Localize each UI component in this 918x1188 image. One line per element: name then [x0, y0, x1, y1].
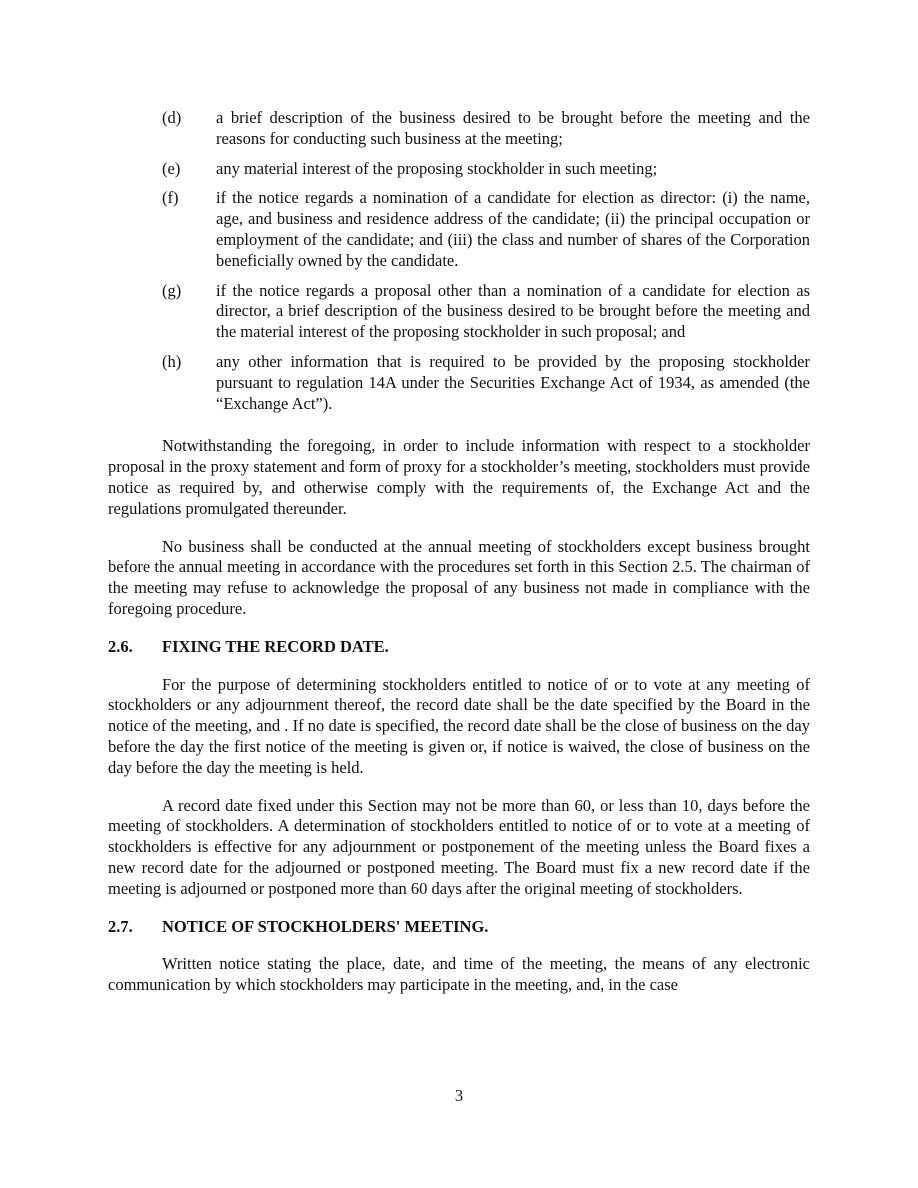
list-item-f	[108, 188, 810, 271]
list-item-g	[108, 281, 810, 343]
list-item-e	[108, 159, 810, 180]
list-item-label: (f)	[162, 188, 179, 208]
list-item-h	[108, 352, 810, 414]
section-title: FIXING THE RECORD DATE.	[162, 636, 389, 656]
section-title: NOTICE OF STOCKHOLDERS' MEETING.	[162, 916, 489, 936]
list-item-d	[108, 108, 810, 150]
paragraph-record-date-limits: A record date fixed under this Section may not be more than 60, or less than 10, days before the meeting of stockholders. A determination of stockholders entitled to notice of or to vote at a meeting of stockholders is effective for any adjournment or postponement of the meeting unless the Board fixes a new record date for the adjourned or postponed meeting. The Board must fix a new record date if the meeting is adjourned or postponed more than 60 days after the original meeting of stockholders.	[108, 795, 810, 898]
list-item-text: any material interest of the proposing stockholder in such meeting;	[216, 158, 658, 178]
list-item-label: (e)	[162, 158, 181, 178]
page-number: 3	[454, 1086, 464, 1105]
document-page	[108, 108, 810, 1013]
paragraph-no-business: No business shall be conducted at the annual meeting of stockholders except business brought before the annual meeting in accordance with the procedures set forth in this Section 2.5. The chairman of the meeting may refuse to acknowledge the proposal of any business not made in compliance with the foregoing procedure.	[108, 536, 810, 618]
paragraph-record-date-purpose: For the purpose of determining stockholders entitled to notice of or to vote at any meeting of stockholders or any adjournment thereof, the record date shall be the date specified by the Board in the notice of the meeting, and . If no date is specified, the record date shall be the close of business on the day before the day the first notice of the meeting is given or, if notice is waived, the close of business on the day before the day the meeting is held.	[108, 674, 810, 777]
list-item-label: (h)	[162, 351, 182, 371]
list-item-text: any other information that is required to be provided by the proposing stockholder pursuant to regulation 14A under the Securities Exchange Act of 1934, as amended (the “Exchange Act”).	[216, 351, 810, 413]
list-item-label: (d)	[162, 108, 182, 127]
list-item-text: a brief description of the business desired to be brought before the meeting and the reasons for conducting such business at the meeting;	[216, 108, 810, 148]
list-item-text: if the notice regards a nomination of a candidate for election as director: (i) the name, age, and business and residence address of the candidate; (ii) the principal occupation or employment of the candidate; and (iii) the class and number of shares of the Corporation beneficially owned by the candidate.	[216, 188, 810, 270]
section-number: 2.6.	[108, 636, 133, 656]
paragraph-written-notice: Written notice stating the place, date, and time of the meeting, the means of any electronic communication by which stockholders may participate in the meeting, and, in the case	[108, 954, 810, 995]
section-number: 2.7.	[108, 916, 133, 936]
section-heading-2-7	[108, 917, 810, 938]
list-item-text: if the notice regards a proposal other than a nomination of a candidate for election as director, a brief description of the business desired to be brought before the meeting and the material interest of the proposing stockholder in such proposal; and	[216, 280, 810, 342]
list-item-label: (g)	[162, 280, 182, 300]
section-heading-2-6	[108, 637, 810, 658]
paragraph-notwithstanding: Notwithstanding the foregoing, in order to include information with respect to a stockholder proposal in the proxy statement and form of proxy for a stockholder’s meeting, stockholders must provide notice as required by, and otherwise comply with the requirements of, the Exchange Act and the regulations promulgated thereunder.	[108, 436, 810, 518]
